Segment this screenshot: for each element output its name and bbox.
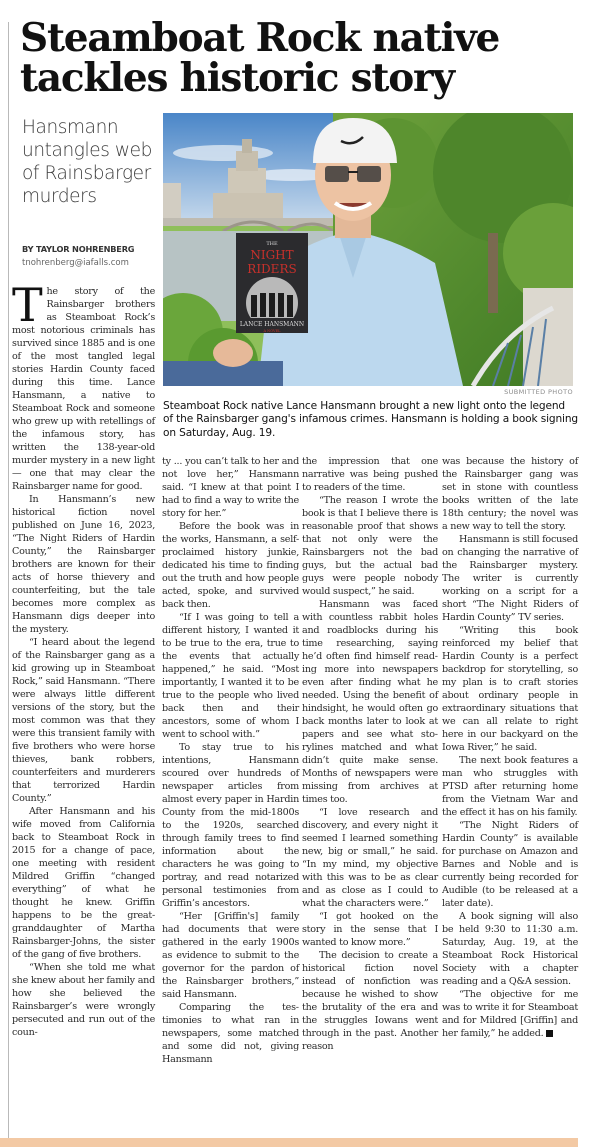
paragraph: Comparing the testimonies to what ran in newspapers, some matched and some did not, giving Hansmann <box>162 1002 299 1065</box>
svg-text:LANCE HANSMANN: LANCE HANSMANN <box>239 321 305 328</box>
body-column-3 <box>302 455 438 1053</box>
paragraph: Hansmann is still focused on changing the narrative of the Rainsbarger mystery. The writer is currently working on a script for a short “The Night Riders of Hardin County” TV series. <box>442 534 578 623</box>
left-column-rule <box>8 22 9 1140</box>
paragraph: “Writing this book reinforced my belief that Hardin County is a perfect backdrop for storytelling, so my plan is to craft stories about ordinary people in extraordinary situations that we can all relate to right here in our backyard on the Iowa River,” he said. <box>442 625 578 753</box>
paragraph: “When she told me what she knew about her family and how she believed the Rainsbarger’s were wrongly persecuted and run out of the coun- <box>12 962 155 1038</box>
paragraph: To stay true to his intentions, Hansmann scoured over hundreds of newspaper articles from almost every paper in Hardin County from the mid-1800s to the 1920s, searched through family trees to find information about the characters he was going to portray, and read notarized personal testimonies from Griffin’s ancestors. <box>162 742 299 909</box>
author-email: tnohrenberg@iafalls.com <box>22 258 129 268</box>
svg-text:NIGHT: NIGHT <box>250 248 294 262</box>
paragraph: “The objective for me was to write it for Steamboat and for Mildred [Griffin] and her family,” he added. <box>442 989 578 1039</box>
paragraph: “I love research and discovery, and every night it seemed I learned something new, big or small,” he said. “In my mind, my objective with this was to be as clear and as close as I could to what the characters were.” <box>302 807 438 909</box>
paragraph: ty ... you can’t talk to her and not love her,” Hansmann said. “I knew at that point I had to find a way to write the story for her.” <box>162 456 299 519</box>
photo-caption: Steamboat Rock native Lance Hansmann brought a new light onto the legend of the Rainsbarger gang's infamous crimes. Hansmann is holding a book signing on Saturday, Aug. 19. <box>163 400 578 439</box>
paragraph: A book signing will also be held 9:30 to 11:30 a.m. Saturday, Aug. 19, at the Steamboat Rock Historical Society with a chapter reading and a Q&A session. <box>442 911 578 987</box>
paragraph: was because the history of the Rainsbarger gang was set in stone with countless books written of the late 18th century; the novel was a new way to tell the story. <box>442 456 578 532</box>
byline: BY TAYLOR NOHRENBERG <box>22 244 135 254</box>
paragraph: The next book features a man who struggles with PTSD after returning home from the Vietnam War and the effect it has on his family. <box>442 755 578 818</box>
paragraph: “The reason I wrote the book is that I believe there is reasonable proof that shows that not only were the Rainsbargers not the bad guys, but the actual bad guys were people nobody would suspect,” he said. <box>302 495 438 597</box>
svg-text:THE: THE <box>266 241 278 247</box>
paragraph: “I got hooked on the story in the sense that I wanted to know more.” <box>302 911 438 948</box>
paragraph: “Her [Griffin's] family had documents that were gathered in the early 1900s as evidence to submit to the governor for the pardon of the Rainsbarger brothers,” said Hansmann. <box>162 911 299 1000</box>
paragraph: “If I was going to tell a different history, I wanted it to be true to the era, true to the events that actually happened,” he said. “Most importantly, I wanted it to be true to the people who lived back then and their ancestors, some of whom I went to school with.” <box>162 612 299 740</box>
end-of-story-icon <box>546 1030 553 1037</box>
paragraph: The story of the Rainsbarger brothers as Steamboat Rock’s most notorious criminals has survived since 1885 and is one of the most tangled legal stories Hardin County faced during this time. Lance Hansmann, a native to Steamboat Rock and someone who grew up with retellings of the infamous story, has written the 138-year-old murder mystery in a new light — one that may clear the Rainsbarger name for good. <box>12 278 155 492</box>
subheadline: Hansmann untangles web of Rainsbarger murders <box>22 117 152 207</box>
paragraph: Hansmann was faced with countless rabbit holes and roadblocks during his time researching, saying he’d often find himself reading more into newspapers even after finding what he needed. Using the benefit of hindsight, he would often go back months later to look at papers and see what storylines matched and what didn’t quite make sense. Months of newspapers were missing from archives at times too. <box>302 599 438 805</box>
paragraph: “The Night Riders of Hardin County” is available for purchase on Amazon and Barnes and Noble and is currently being recorded for Audible (to be released at a later date). <box>442 820 578 909</box>
photo-credit: SUBMITTED PHOTO <box>504 388 573 396</box>
headline: Steamboat Rock native tackles historic story <box>20 15 500 101</box>
body-column-4 <box>442 455 578 1040</box>
paragraph: After Hansmann and his wife moved from California back to Steamboat Rock in 2015 for a change of pace, one meeting with resident Mildred Griffin “changed everything” of what he thought he knew. Griffin happens to be the great-granddaughter of Martha Rainsbarger-Johns, the sister of the gang of five brothers. <box>12 806 155 960</box>
svg-text:RIDERS: RIDERS <box>247 262 297 276</box>
svg-text:A NOVEL: A NOVEL <box>263 329 281 333</box>
paragraph: In Hansmann’s new historical fiction novel published on June 16, 2023, “The Night Riders of Hardin County,” the Rainsbarger brothers are known for their acts of horse thievery and counterfeiting, but the tale becomes more complex as Hansmann digs deeper into the mystery. <box>12 494 155 635</box>
article-photo <box>163 113 573 386</box>
body-column-1 <box>12 278 155 1039</box>
bottom-color-band <box>0 1138 578 1147</box>
paragraph: “I heard about the legend of the Rainsbarger gang as a kid growing up in Steamboat Rock,” said Hansmann. “There were always little different versions of the story, but the most common was that they were this transient family with five brothers who were horse thieves, bank robbers, counterfeiters and murderers that terrorized Hardin County.” <box>12 637 155 804</box>
body-column-2 <box>162 455 299 1066</box>
paragraph: the impression that one narrative was being pushed to readers of the time. <box>302 456 438 493</box>
paragraph: The decision to create a historical fiction novel instead of nonfiction was because he wished to show the brutality of the era and the struggles Iowans went through in the past. Another reason <box>302 950 438 1052</box>
paragraph: Before the book was in the works, Hansmann, a self-proclaimed history junkie, dedicated his time to finding out the truth and how people acted, spoke, and survived back then. <box>162 521 299 610</box>
drop-cap: T <box>12 278 43 332</box>
photo-illustration <box>163 113 573 386</box>
